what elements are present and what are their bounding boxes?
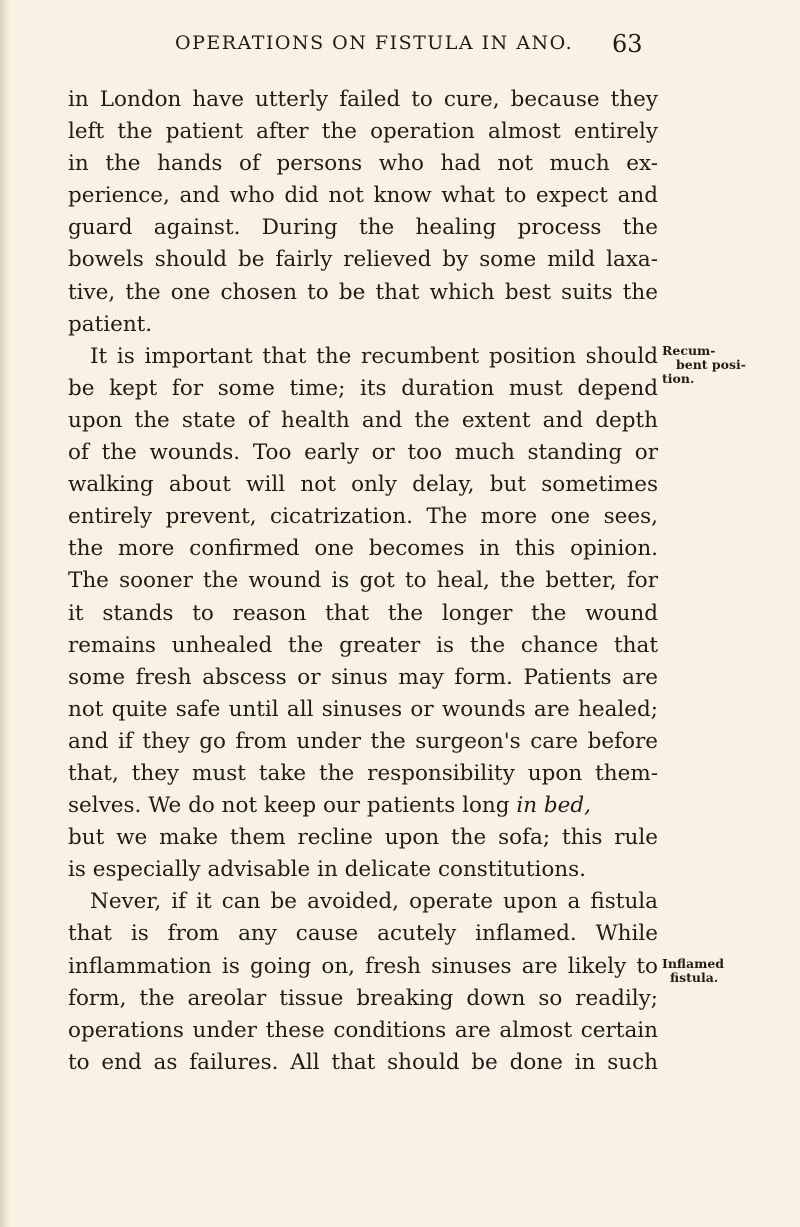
margin-note-line: fistula. — [670, 970, 719, 985]
text-line: tive, the one chosen to be that which best suits the — [68, 279, 658, 305]
text-line: but we make them recline upon the sofa; this rule — [68, 825, 658, 851]
text-line: the more confirmed one becomes in this opinion. — [68, 536, 658, 562]
text-line: some fresh abscess or sinus may form. Patients are — [68, 664, 658, 690]
margin-note-line: tion. — [662, 371, 695, 386]
page-header — [0, 30, 800, 62]
margin-note-line: Inflamed — [662, 956, 725, 971]
text-line: of the wounds. Too early or too much standing or — [68, 440, 658, 466]
text-line: patient. — [68, 311, 153, 337]
text-line: guard against. During the healing process the — [68, 215, 658, 241]
page-number: 63 — [612, 30, 643, 58]
text-segment: selves. We do not keep our patients long — [68, 793, 510, 819]
margin-note-inflamed-fistula — [662, 957, 724, 985]
text-line: perience, and who did not know what to expect and — [68, 183, 658, 209]
text-line: and if they go from under the surgeon's care before — [68, 728, 658, 754]
text-line: upon the state of health and the extent and depth — [68, 407, 658, 433]
text-line: left the patient after the operation almost entirely — [68, 119, 658, 145]
text-line — [68, 790, 658, 822]
text-line: form, the areolar tissue breaking down so readily; — [68, 985, 658, 1011]
body-text — [68, 84, 658, 1079]
text-line: It is important that the recumbent position should — [90, 343, 658, 369]
text-line: in the hands of persons who had not much ex- — [68, 151, 658, 177]
running-head: OPERATIONS ON FISTULA IN ANO. — [175, 32, 574, 54]
margin-note-line: bent posi- — [676, 357, 746, 372]
italic-phrase: in bed, — [516, 793, 591, 819]
text-line: inflammation is going on, fresh sinuses are likely to — [68, 953, 658, 979]
text-line: not quite safe until all sinuses or wounds are healed; — [68, 696, 658, 722]
text-line: The sooner the wound is got to heal, the better, for — [68, 568, 658, 594]
text-line: to end as failures. All that should be done in such — [68, 1049, 658, 1075]
text-line: walking about will not only delay, but sometimes — [68, 472, 658, 498]
text-line: it stands to reason that the longer the wound — [68, 600, 658, 626]
text-line: operations under these conditions are almost certain — [68, 1017, 658, 1043]
text-line: be kept for some time; its duration must depend — [68, 375, 658, 401]
text-line: remains unhealed the greater is the chance that — [68, 632, 658, 658]
margin-note-line: Recum- — [662, 343, 716, 358]
margin-note-recumbent-position — [662, 344, 746, 386]
text-line: is especially advisable in delicate constitutions. — [68, 857, 587, 883]
text-line: bowels should be fairly relieved by some mild laxa- — [68, 247, 658, 273]
text-line: Never, if it can be avoided, operate upon a fistula — [90, 889, 658, 915]
text-line: in London have utterly failed to cure, because they — [68, 87, 658, 112]
text-line: that, they must take the responsibility upon them- — [68, 760, 658, 786]
binding-edge — [0, 0, 10, 1227]
text-line: entirely prevent, cicatrization. The more one sees, — [68, 504, 658, 530]
text-line: that is from any cause acutely inflamed. While — [68, 921, 658, 947]
